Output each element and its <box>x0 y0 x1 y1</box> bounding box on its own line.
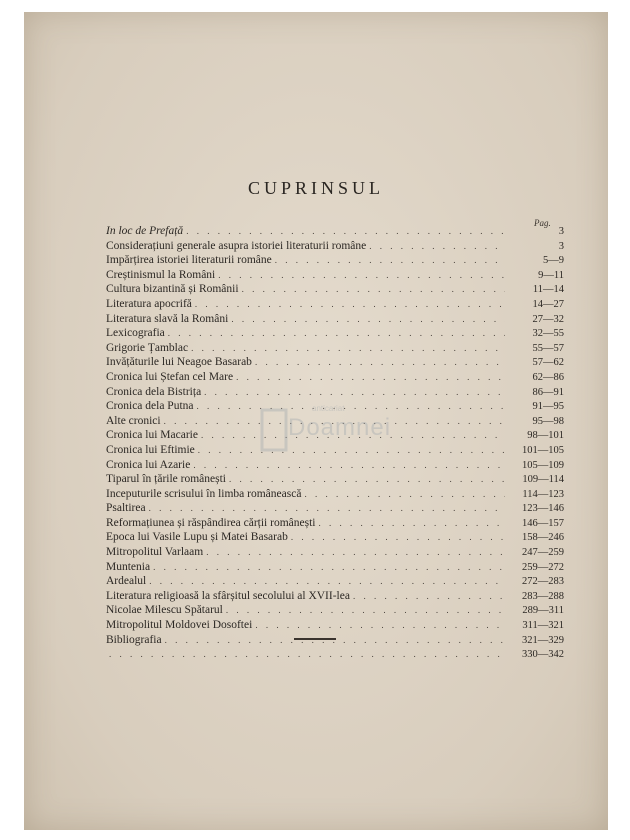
toc-entry-page: 14—27 <box>532 298 564 310</box>
toc-entry-page: 98—101 <box>527 430 564 442</box>
toc-entry-title: Lexicografia <box>106 327 165 340</box>
toc-entry-title: Alte cronici <box>106 414 161 427</box>
dot-leader <box>226 603 505 618</box>
toc-entry-page: 311—321 <box>522 620 564 632</box>
toc-entry-page: 5—9 <box>543 255 564 267</box>
toc-entry <box>106 647 564 662</box>
toc-entry-page: 9—11 <box>538 269 564 281</box>
toc-entry-title: Reformațiunea și răspândirea cărții românești <box>106 516 316 529</box>
toc-entry <box>106 545 564 560</box>
toc-entry <box>106 326 564 341</box>
toc-entry-page: 57—62 <box>532 357 564 369</box>
toc-entry-page: 91—95 <box>532 401 564 413</box>
toc-entry <box>106 560 564 575</box>
toc-entry-title: Cronica lui Azarie <box>106 458 191 471</box>
toc-entry-page: 283—288 <box>522 590 564 602</box>
toc-entry <box>106 282 564 297</box>
toc-entry-title: In loc de Prefață <box>106 225 184 237</box>
dot-leader <box>204 385 505 400</box>
toc-entry <box>106 385 564 400</box>
toc-entry <box>106 530 564 545</box>
toc-entry-page: 114—123 <box>522 488 564 500</box>
toc-entry <box>106 341 564 356</box>
page-column-header: Pag. <box>534 218 551 228</box>
dot-leader <box>353 589 505 604</box>
dot-leader <box>255 355 505 370</box>
toc-entry-title: Considerațiuni generale asupra istoriei literaturii române <box>106 239 367 252</box>
toc-entry <box>106 297 564 312</box>
toc-entry-page: 95—98 <box>532 415 564 427</box>
toc-entry <box>106 472 564 487</box>
toc-entry-title: Cronica lui Macarie <box>106 429 198 442</box>
toc-entry <box>106 516 564 531</box>
toc-entry <box>106 312 564 327</box>
toc-entry-page: 55—57 <box>532 342 564 354</box>
toc-entry-title: Invățăturile lui Neagoe Basarab <box>106 356 252 369</box>
toc-entry <box>106 224 564 239</box>
toc-entry-page: 101—105 <box>522 444 564 456</box>
toc-entry-title: Ardealul <box>106 575 147 588</box>
watermark <box>260 400 450 460</box>
toc-entry <box>106 633 564 648</box>
dot-leader <box>206 545 505 560</box>
dot-leader <box>291 530 505 545</box>
toc-entry-title: Literatura apocrifă <box>106 297 192 310</box>
toc-entry <box>106 589 564 604</box>
toc-entry-page: 289—311 <box>522 605 564 617</box>
end-rule <box>294 638 336 640</box>
toc-entry-title: Psaltirea <box>106 502 146 515</box>
dot-leader <box>236 370 505 385</box>
toc-entry-title: Cronica lui Ștefan cel Mare <box>106 370 234 383</box>
toc-entry-page: 123—146 <box>522 503 564 515</box>
dot-leader <box>255 618 505 633</box>
toc-entry <box>106 487 564 502</box>
toc-entry <box>106 253 564 268</box>
toc-entry-title: Cronica dela Putna <box>106 400 194 413</box>
dot-leader <box>195 297 505 312</box>
toc-entry <box>106 355 564 370</box>
toc-entry-title: Mitropolitul Moldovei Dosoftei <box>106 619 253 632</box>
toc-entry-title: Cultura bizantină și Românii <box>106 283 239 296</box>
dot-leader <box>168 326 505 341</box>
toc-entry-page: 158—246 <box>522 532 564 544</box>
toc-entry-title: Nicolae Milescu Spătarul <box>106 604 223 617</box>
toc-entry-title: Epoca lui Vasile Lupu și Matei Basarab <box>106 531 288 544</box>
toc-entry-page: 11—14 <box>532 284 564 296</box>
dot-leader <box>275 253 505 268</box>
toc-entry-title: Inceputurile scrisului în limba românească <box>106 487 302 500</box>
toc-entry-page: 27—32 <box>532 313 564 325</box>
toc-entry-page: 86—91 <box>532 386 564 398</box>
toc-entry-page: 330—342 <box>522 649 564 661</box>
dot-leader <box>153 560 505 575</box>
toc-entry-title: Literatura slavă la Români <box>106 312 229 325</box>
page-title: CUPRINSUL <box>247 178 385 198</box>
toc-entry-page: 32—55 <box>532 328 564 340</box>
toc-entry-page: 62—86 <box>532 371 564 383</box>
toc-entry <box>106 618 564 633</box>
dot-leader <box>242 282 505 297</box>
watermark-text: Doamnei <box>288 414 392 441</box>
toc-entry-page: 105—109 <box>522 459 564 471</box>
toc-entry-title: Impărțirea istoriei literaturii române <box>106 254 272 267</box>
toc-entry-title: Muntenia <box>106 560 151 573</box>
toc-entry <box>106 501 564 516</box>
dot-leader <box>149 574 505 589</box>
toc-entry <box>106 370 564 385</box>
toc-entry <box>106 603 564 618</box>
dot-leader <box>304 487 505 502</box>
toc-entry-page: 272—283 <box>522 576 564 588</box>
toc-entry-title: Grigorie Țamblac <box>106 341 189 354</box>
dot-leader <box>229 472 505 487</box>
toc-entry-title: Literatura religioasă la sfârșitul secolului al XVII-lea <box>106 589 350 602</box>
toc-entry <box>106 574 564 589</box>
toc-entry-title: Cronica lui Eftimie <box>106 443 195 456</box>
toc-entry-page: 3 <box>558 226 564 237</box>
toc-entry-page: 109—114 <box>522 474 564 486</box>
dot-leader <box>218 268 505 283</box>
dot-leader <box>109 647 505 662</box>
dot-leader <box>318 516 505 531</box>
toc-entry-page: 321—329 <box>522 634 564 646</box>
toc-entry <box>106 268 564 283</box>
toc-entry-page: 247—259 <box>522 547 564 559</box>
toc-entry-title: Cronica dela Bistrița <box>106 385 202 398</box>
watermark-logo-icon <box>260 408 290 452</box>
dot-leader <box>231 312 505 327</box>
toc-entry-title: Mitropolitul Varlaam <box>106 546 204 559</box>
dot-leader <box>191 341 505 356</box>
dot-leader <box>369 239 505 254</box>
dot-leader <box>165 633 505 648</box>
dot-leader <box>149 501 505 516</box>
toc-entry-page: 259—272 <box>522 561 564 573</box>
toc-entry-title: Tiparul în țările românești <box>106 473 226 486</box>
toc-entry-page: 3 <box>558 240 564 252</box>
watermark-subtext: anticariat <box>312 404 345 413</box>
toc-entry-page: 146—157 <box>522 517 564 529</box>
toc-entry-title: Bibliografia <box>106 633 162 646</box>
toc-entry <box>106 239 564 254</box>
toc-entry-title: Creștinismul la Români <box>106 268 216 281</box>
dot-leader <box>186 224 505 239</box>
book-page <box>24 12 608 830</box>
